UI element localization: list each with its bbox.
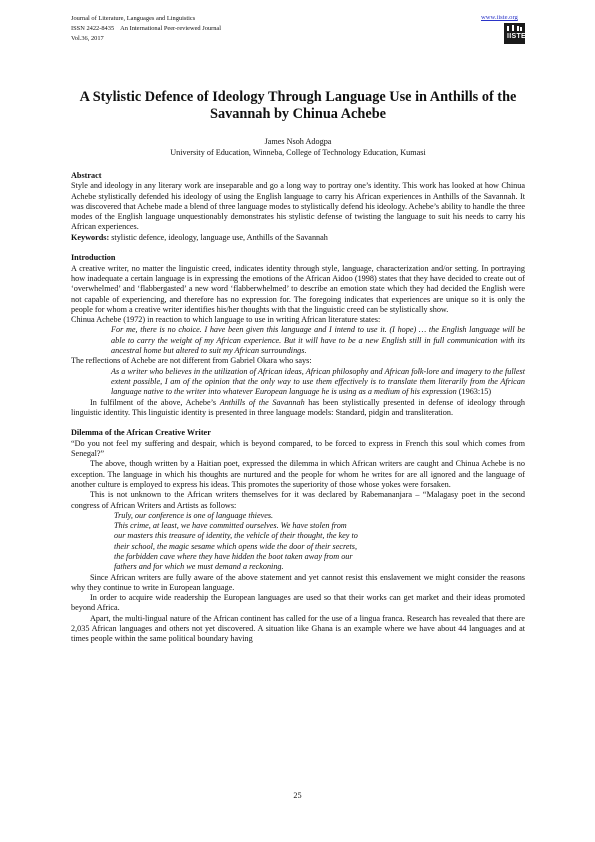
poem-line: fathers and for which we must demand a reckoning.	[114, 562, 284, 572]
intro-paragraph-4	[71, 398, 525, 419]
paper-title: A Stylistic Defence of Ideology Through Language Use in Anthills of the Savannah by Chinua Achebe	[79, 89, 517, 122]
intro-paragraph-3: The reflections of Achebe are not different from Gabriel Okara who says:	[71, 356, 312, 366]
keywords-line	[71, 233, 525, 243]
poem-line: their school, the magic sesame which opens wide the door of their secrets,	[114, 541, 358, 551]
introduction-heading: Introduction	[71, 253, 116, 263]
poem-line: Truly, our conference is one of language thieves.	[114, 510, 274, 520]
page-number: 25	[293, 791, 302, 800]
journal-volume: Vol.36, 2017	[71, 35, 104, 42]
journal-name: Journal of Literature, Languages and Linguistics	[71, 15, 196, 22]
keywords-text: stylistic defence, ideology, language use, Anthills of the Savannah	[109, 232, 328, 242]
poem-line: This crime, at least, we have committed ourselves. We have stolen from	[114, 521, 347, 531]
okara-quote-text: As a writer who believes in the utilization of African ideas, African philosophy and African folk-lore and imagery to the fullest extent possible, I am of the opinion that the only way to use them effectively is to translate them literarily from the African language native to the writer into whatever European language he is using as a medium of his expression	[111, 366, 525, 397]
poem-line: the forbidden cave where they have hidden the boot taken away from our	[114, 551, 353, 561]
dilemma-paragraph-5: In order to acquire wide readership the European languages are used so that their works can get market and their ideas promoted beyond Africa.	[71, 593, 525, 613]
journal-issn: ISSN 2422-8435 An International Peer-reviewed Journal	[71, 25, 222, 32]
logo-text: IISTE	[507, 33, 527, 40]
author-name: James Nsoh Adogpa	[264, 137, 332, 146]
novel-title: Anthills of the Savannah	[219, 397, 305, 407]
dilemma-paragraph-2: The above, though written by a Haitian poet, expressed the dilemma in which African writers are caught and Chinua Achebe is no exception. The language in which his thoughts are nurtured and the people for whom he writes for are all ignored and the language of another culture is employed to express his ideas. This promotes the superiority of those whose yokes were forsaken.	[71, 459, 525, 489]
okara-quote-citation: (1963:15)	[456, 387, 492, 397]
paper-body	[71, 171, 525, 645]
dilemma-paragraph-6: Apart, the multi-lingual nature of the African continent has called for the use of a lingua franca. Research has revealed that there are 2,035 African languages and others not yet discovered. A situation like Ghana is an example where we have about 44 languages and at times people within the same political boundary having	[71, 613, 525, 644]
rabemananjara-poem	[71, 511, 525, 573]
author-block	[60, 137, 536, 158]
okara-quote	[111, 367, 525, 398]
poem-line: our masters this treasure of identity, the vehicle of their thought, the key to	[114, 531, 358, 541]
intro-paragraph-1: A creative writer, no matter the linguistic creed, indicates identity through style, language, characterization and/or setting. In portraying how inadequate a certain language is in expressing the emotions of the African Aidoo (1998) states that they have decided to create out of ‘overwhelmed’ and ‘flabbergasted’ a new word ‘flabberwhelmed’ to describe an emotion state which they had decided the English were not capable of experiencing, and therefore has no expression for. The foregoing indicates that experiences are unique so it is only the people for whom a creative writer identifies his/her thoughts with that the linguistic creed can be stylistically show.	[71, 263, 525, 314]
author-affiliation: University of Education, Winneba, College of Technology Education, Kumasi	[170, 147, 426, 157]
dilemma-paragraph-3: This is not unknown to the African writers themselves for it was declared by Rabemananjara – “Malagasy poet in the second congress of African Writers and Artists as follows:	[71, 490, 525, 510]
abstract-heading: Abstract	[71, 171, 102, 180]
intro-p4-start: In fulfilment of the above, Achebe’s	[90, 397, 220, 407]
dilemma-heading: Dilemma of the African Creative Writer	[71, 428, 211, 438]
iiste-logo	[504, 23, 525, 44]
achebe-quote: For me, there is no choice. I have been given this language and I intend to use it. (I hope) … the English language will be able to carry the weight of my African experience. But it will have to be a new English still in full communication with its ancestral home but altered to suit my African surroundings.	[111, 325, 525, 356]
journal-url-link[interactable]: www.iiste.org	[481, 14, 518, 21]
intro-paragraph-2: Chinua Achebe (1972) in reaction to which language to use in writing African literature states:	[71, 315, 381, 325]
abstract-text: Style and ideology in any literary work are inseparable and go a long way to portray one’s identity. This work has looked at how Chinua Achebe stylistically defended his ideology of using the English language to carry his African experiences in Anthills of the Savannah. It was discovered that Achebe made a blend of three language modes to stylistically defend his ideology. Achebe’s ability to handle the three modes of the English language unquestionably demonstrates his stylistic defense of twisting the language to suit his needs to carry his African experiences.	[71, 181, 525, 232]
dilemma-paragraph-1: “Do you not feel my suffering and despair, which is beyond compared, to be forced to express in French this soul which comes from Senegal?”	[71, 438, 525, 459]
keywords-label: Keywords:	[71, 232, 110, 242]
intro-p4-end: has been stylistically presented in defense of ideology through linguistic identity. This linguistic identity is presented in three language models: Standard, pidgin and transliteration.	[71, 397, 526, 417]
dilemma-paragraph-4: Since African writers are fully aware of the above statement and yet cannot resist this enslavement we might consider the reasons why they continue to write in European language.	[71, 572, 525, 592]
